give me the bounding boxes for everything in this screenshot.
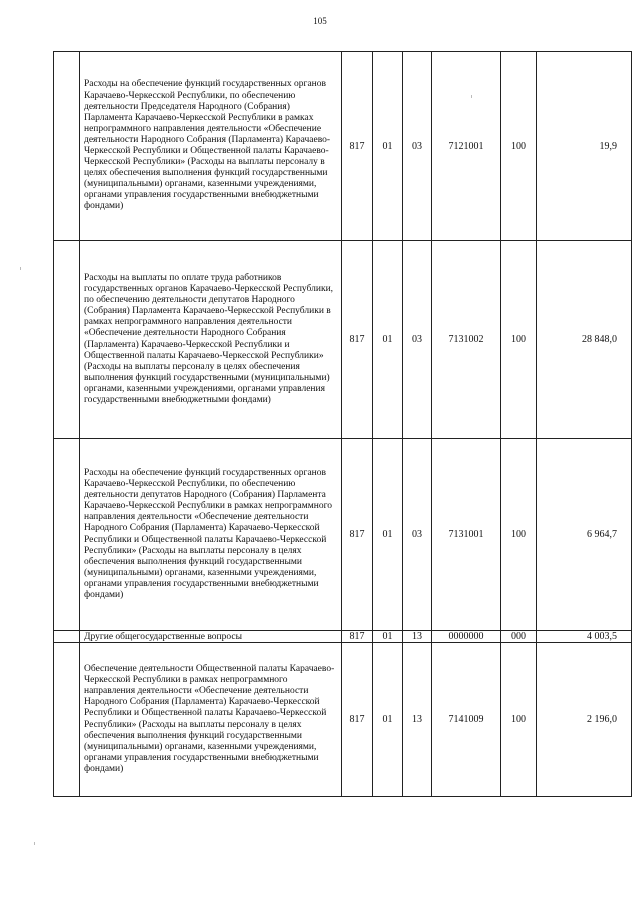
amount: 19,9 [537,52,632,241]
table-row [54,439,632,631]
section-code: 01 [373,439,403,631]
budget-table [53,51,632,797]
target-article-code: 7121001 [432,52,501,241]
row-index-cell [54,631,80,643]
expense-type-code: 000 [501,631,537,643]
section-code: 01 [373,631,403,643]
expense-description: Расходы на обеспечение функций государственных органов Карачаево-Черкесской Республики, по обеспечению деятельности Председателя Народного (Собрания) Парламента Карачаево-Черкесской Республики в рамках непрограммного направления деятельности «Обеспечение деятельности Народного Собрания (Парламента) Карачаево-Черкесской Республики и Общественной палаты Карачаево-Черкесской Республики» (Расходы на выплаты персоналу в целях обеспечения выполнения функций государственными (муниципальными) органами, казенными учреждениями, органами управления государственными внебюджетными фондами) [80,52,342,241]
page-number: 105 [313,16,327,26]
section-code: 01 [373,241,403,439]
table-row [54,52,632,241]
scan-speck [471,95,472,98]
subsection-code: 13 [403,643,432,797]
amount: 6 964,7 [537,439,632,631]
section-code: 01 [373,52,403,241]
row-index-cell [54,439,80,631]
amount: 28 848,0 [537,241,632,439]
table-row [54,241,632,439]
grbs-code: 817 [342,643,373,797]
grbs-code: 817 [342,631,373,643]
subsection-code: 03 [403,52,432,241]
grbs-code: 817 [342,52,373,241]
expense-type-code: 100 [501,643,537,797]
section-code: 01 [373,643,403,797]
expense-description: Расходы на выплаты по оплате труда работников государственных органов Карачаево-Черкесской Республики, по обеспечению деятельности депутатов Народного (Собрания) Парламента Карачаево-Черкесской Республики в рамках непрограммного направления деятельности «Обеспечение деятельности Народного Собрания (Парламента) Карачаево-Черкесской Республики и Общественной палаты Карачаево-Черкесской Республики» (Расходы на выплаты персоналу в целях обеспечения выполнения функций государственными (муниципальными) органами, казенными учреждениями, органами управления государственными внебюджетными фондами) [80,241,342,439]
row-index-cell [54,643,80,797]
expense-type-code: 100 [501,439,537,631]
subsection-code: 13 [403,631,432,643]
target-article-code: 0000000 [432,631,501,643]
amount: 2 196,0 [537,643,632,797]
expense-type-code: 100 [501,52,537,241]
scan-speck [34,842,35,845]
target-article-code: 7131002 [432,241,501,439]
target-article-code: 7131001 [432,439,501,631]
expense-description: Другие общегосударственные вопросы [80,631,342,643]
target-article-code: 7141009 [432,643,501,797]
row-index-cell [54,241,80,439]
expense-description: Расходы на обеспечение функций государственных органов Карачаево-Черкесской Республики, по обеспечению деятельности депутатов Народного (Собрания) Парламента Карачаево-Черкесской Республики в рамках непрограммного направления деятельности «Обеспечение деятельности Народного Собрания (Парламента) Карачаево-Черкесской Республики и Общественной палаты Карачаево-Черкесской Республики» (Расходы на выплаты персоналу в целях обеспечения выполнения функций государственными (муниципальными) органами, казенными учреждениями, органами управления государственными внебюджетными фондами) [80,439,342,631]
amount: 4 003,5 [537,631,632,643]
scan-speck [20,267,21,270]
table-row [54,631,632,643]
subsection-code: 03 [403,439,432,631]
expense-type-code: 100 [501,241,537,439]
row-index-cell [54,52,80,241]
grbs-code: 817 [342,439,373,631]
table-row [54,643,632,797]
expense-description: Обеспечение деятельности Общественной палаты Карачаево-Черкесской Республики в рамках непрограммного направления деятельности «Обеспечение деятельности Народного Собрания (Парламента) Карачаево-Черкесской Республики и Общественной палаты Карачаево-Черкесской Республики» (Расходы на выплаты персоналу в целях обеспечения выполнения функций государственными (муниципальными) органами, казенными учреждениями, органами управления государственными внебюджетными фондами) [80,643,342,797]
subsection-code: 03 [403,241,432,439]
grbs-code: 817 [342,241,373,439]
